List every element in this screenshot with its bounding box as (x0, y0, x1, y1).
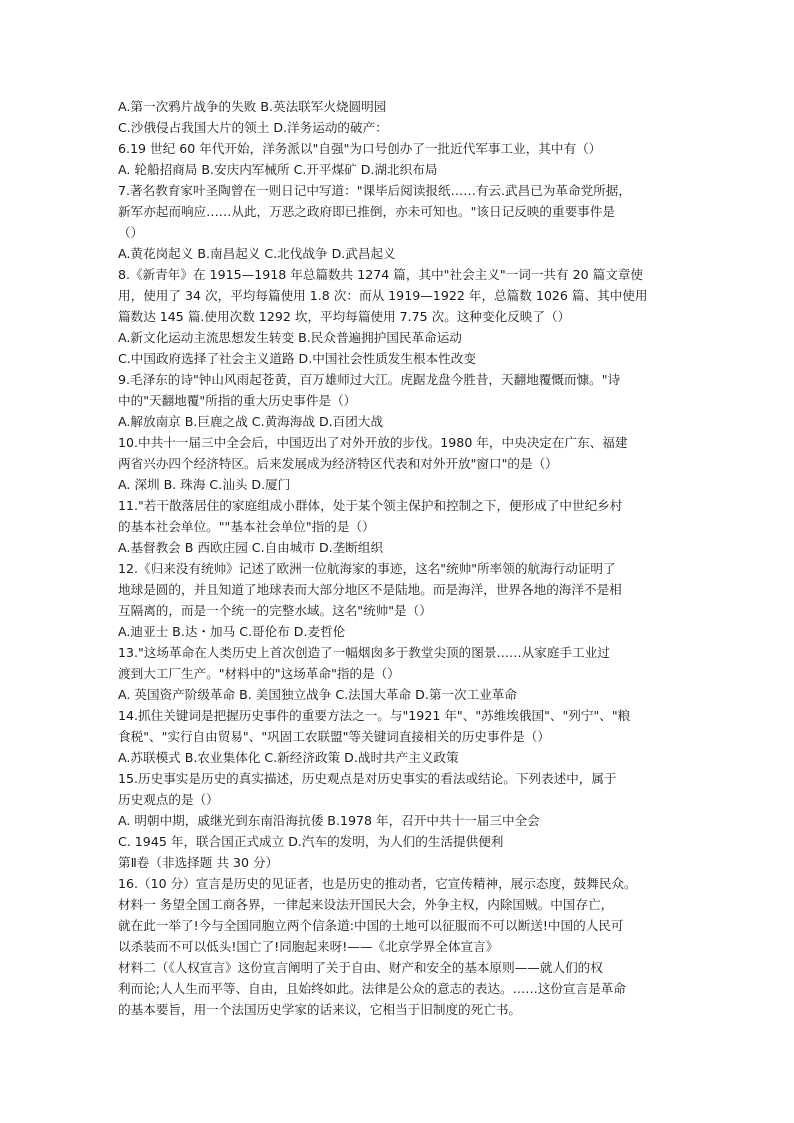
question-13-options: A. 英国资产阶级革命 B. 美国独立战争 C.法国大革命 D.第一次工业革命 (118, 687, 517, 702)
text-line: （） (118, 225, 144, 240)
question-13: 13."这场革命在人类历史上首次创造了一幅烟囱多于教堂尖顶的图景……从家庭手工业过 (118, 645, 610, 660)
text-line: 食税"、"实行自由贸易"、"巩固工农联盟"等关键词直接相关的历史事件是（） (118, 729, 550, 744)
text-line: 用，使用了 34 次，平均每篇使用 1.8 次：而从 1919—1922 年，总篇数 1026 篇、其中使用 (118, 288, 648, 303)
question-11: 11."若干散落居住的家庭组成小群体，处于某个领主保护和控制之下，便形成了中世纪乡村 (118, 498, 623, 513)
text-line: C.沙俄侵占我国大片的领土 D.洋务运动的破产： (118, 120, 388, 135)
text-line: 两省兴办四个经济特区。后来发展成为经济特区代表和对外开放"窗口"的是（） (118, 456, 558, 471)
question-14-options: A.苏联模式 B.农业集体化 C.新经济政策 D.战时共产主义政策 (118, 750, 459, 765)
question-6: 6.19 世纪 60 年代开始，洋务派以"自强"为口号创办了一批近代军事工业，其中有（） (118, 141, 602, 156)
question-7: 7.著名教育家叶圣陶曾在一则日记中写道："课毕后阅读报纸……有云.武昌已为革命党所据， (118, 183, 631, 198)
question-15: 15.历史事实是历史的真实描述，历史观点是对历史事实的看法或结论。下列表述中，属于 (118, 771, 617, 786)
text-line: 地球是圆的，并且知道了地球表而大部分地区不是陆地。而是海洋，世界各地的海洋不是相 (118, 582, 622, 597)
question-11-options: A.基督教会 B 西欧庄园 C.自由城市 D.垄断组织 (118, 540, 384, 555)
text-line: 的基本要旨，用一个法国历史学家的话来议，它相当于旧制度的死亡书。 (118, 1002, 521, 1017)
question-15-options: A. 明朝中期，戚继光到东南沿海抗倭 B.1978 年，召开中共十一届三中全会 (118, 813, 540, 828)
material-one: 材料一 务望全国工商各界，一律起来设法开国民大会，外争主权，内除国贼。中国存亡， (118, 897, 614, 912)
text-line: 中的"天翻地覆"所指的重大历史事件是（） (118, 393, 357, 408)
question-7-options: A.黄花岗起义 B.南昌起义 C.北伐战争 D.武昌起义 (118, 246, 396, 261)
question-9-options: A.解放南京 B.巨鹿之战 C.黄海海战 D.百团大战 (118, 414, 384, 429)
text-line: 渡到大工厂生产。"材料中的"这场革命"指的是（） (118, 666, 400, 681)
text-line: A.第一次鸦片战争的失败 B.英法联军火烧圆明园 (118, 99, 387, 114)
question-8-options: C.中国政府选择了社会主义道路 D.中国社会性质发生根本性改变 (118, 351, 476, 366)
text-line: 历史观点的是（） (118, 792, 219, 807)
text-line: 就在此一举了!今与全国同胞立两个信条道:中国的土地可以征服而不可以断送!中国的人民可 (118, 918, 624, 933)
text-line: 的基本社会单位。""基本社会单位"指的是（） (118, 519, 375, 534)
question-8-options: A.新文化运动主流思想发生转变 B.民众普遍拥护国民革命运动 (118, 330, 462, 345)
question-9: 9.毛泽东的诗"钟山风雨起苍黄，百万雄师过大江。虎踞龙盘今胜昔，天翻地覆慨而慷。"诗 (118, 372, 621, 387)
text-line: 篇数达 145 篇.使用次数 1292 坎，平均每篇使用 7.75 次。这种变化反映了（） (118, 309, 571, 324)
question-8: 8.《新青年》在 1915—1918 年总篇数共 1274 篇，其中"社会主义"一词一共有 20 篇文章使 (118, 267, 644, 282)
exam-page-text (118, 96, 678, 1020)
question-14: 14.抓住关键词是把握历史事件的重要方法之一。与"1921 年"、"苏维埃俄国"、"列宁"、"粮 (118, 708, 631, 723)
question-16: 16.（10 分）宣言是历史的见证者，也是历史的推动者，它宣传精神，展示态度，鼓舞民众。 (118, 876, 637, 891)
question-15-options: C. 1945 年，联合国正式成立 D.汽车的发明，为人们的生活提供便利 (118, 834, 504, 849)
question-6-options: A. 轮船招商局 B.安庆内军械所 C.开平煤矿 D.湖北织布局 (118, 162, 438, 177)
question-10: 10.中共十一届三中全会后，中国迈出了对外开放的步伐。1980 年，中央决定在广东、福建 (118, 435, 628, 450)
text-line: 利而论;人人生而平等、自由，且始终如此。法律是公众的意志的表达。……这份宣言是革命 (118, 981, 626, 996)
material-two: 材料二（《人权宣言》这份宣言阐明了关于自由、财产和安全的基本原则——就人们的权 (118, 960, 603, 975)
text-line: 新军亦起而响应……从此，万恶之政府即已推倒，亦未可知也。"该日记反映的重要事件是 (118, 204, 615, 219)
text-line: 互隔离的，而是一个统一的完整水域。这名"统帅"是（） (118, 603, 432, 618)
question-10-options: A. 深圳 B. 珠海 C.汕头 D.厦门 (118, 477, 291, 492)
text-line: 以杀装而不可以低头!国亡了!同胞起来呀!——《北京学界全体宣言》 (118, 939, 499, 954)
section-heading: 第Ⅱ卷（非选择题 共 30 分） (118, 855, 279, 870)
question-12-options: A.迪亚士 B.达・加马 C.哥伦布 D.麦哲伦 (118, 624, 346, 639)
question-12: 12.《归来没有统帅》记述了欧洲一位航海家的事迹，这名"统帅"所率领的航海行动证明了 (118, 561, 616, 576)
